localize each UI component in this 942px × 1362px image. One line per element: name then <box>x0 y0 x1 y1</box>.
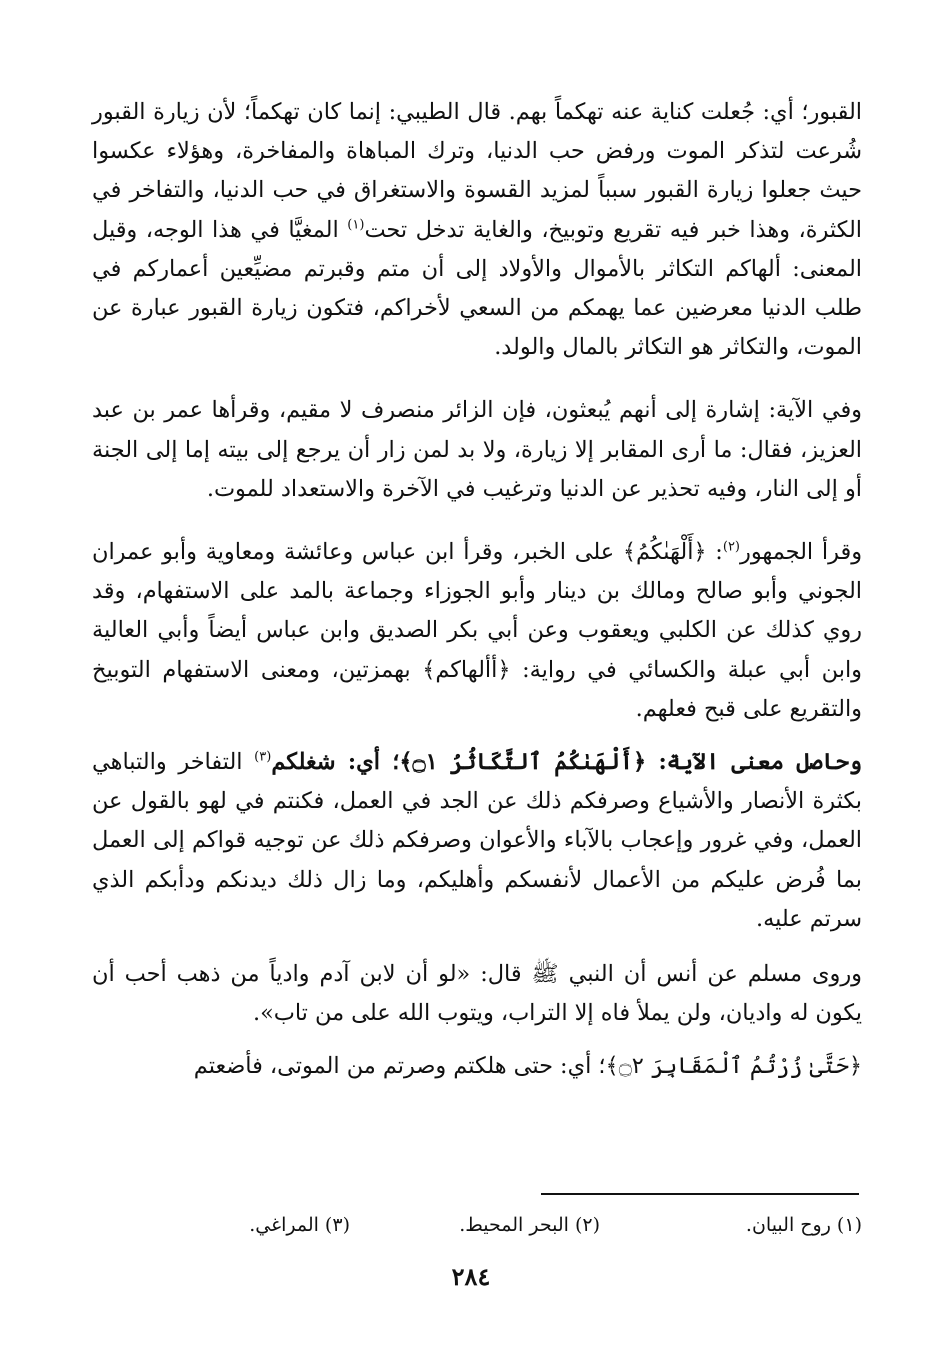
footnote-3: (٣) المراغي. <box>249 1214 350 1236</box>
footnote-ref-2: (٢) <box>722 539 740 555</box>
paragraph-4-lead: وحاصل معنى الآية: <box>658 749 862 776</box>
paragraph-4 <box>92 743 862 939</box>
paragraph-1-text-end: المغيَّا في هذا الوجه، وقيل المعنى: ألهاكم التكاثر بالأموال والأولاد إلى أن متم وقبرتم مضيِّعين أعماركم في طلب الدنيا معرضين عما يهمكم من السعي لأخراكم، فتكون زيارة القبور عبارة عن الموت، والتكاثر هو التكاثر بالمال والولد. <box>92 216 862 361</box>
paragraph-3-text: : ﴿أَلْهَىٰكُمُ﴾ على الخبر، وقرأ ابن عباس وعائشة ومعاوية وأبو عمران الجوني وأبو صالح ومالك بن دينار وأبو الجوزاء وجماعة بالمد على الاستفهام، وقد روي كذلك عن الكلبي ويعقوب وعن أبي بكر الصديق وابن عباس أيضاً وأبي العالية وابن أبي عبلة والكسائي في رواية: ﴿أألهاكم﴾ بهمزتين، ومعنى الاستفهام التوبيخ والتقريع على قبح فعلهم. <box>92 539 862 722</box>
footnote-2: (٢) البحر المحيط. <box>459 1214 600 1236</box>
paragraph-4-verse: ﴿أَلْهَىٰكُمُ ٱلتَّكَاثُرُ ۝١﴾؛ أي: شغلكم <box>271 749 659 776</box>
page-body <box>92 93 862 1087</box>
paragraph-1-text: القبور؛ أي: جُعلت كناية عنه تهكماً بهم. قال الطيبي: إنما كان تهكماً؛ لأن زيارة القبور شُرعت لتذكر الموت ورفض حب الدنيا، وترك المباهاة والمفاخرة، وهؤلاء عكسوا حيث جعلوا زيارة القبور سبباً لمزيد القسوة والاستغراق في حب الدنيا، والتفاخر في الكثرة، وهذا خبر فيه تقريع وتوبيخ، والغاية تدخل تحت <box>92 99 863 243</box>
paragraph-3-start: وقرأ الجمهور <box>740 539 863 566</box>
paragraph-3 <box>92 533 862 729</box>
footnote-ref-1: (١) <box>347 217 365 233</box>
paragraph-1 <box>92 93 862 367</box>
paragraph-4-text: التفاخر والتباهي بكثرة الأنصار والأشياع وصرفكم ذلك عن الجد في العمل، فكنتم في لهو بالقول عن العمل، وفي غرور وإعجاب بالآباء والأعوان وصرفكم ذلك عن توجيه قواكم إلى العمل بما فُرض عليكم من الأعمال لأنفسكم وأهليكم، وما زال ذلك ديدنكم ودأبكم الذي سرتم عليه. <box>92 749 862 932</box>
footnote-1: (١) روح البيان. <box>745 1214 862 1236</box>
paragraph-2: وفي الآية: إشارة إلى أنهم يُبعثون، فإن الزائر منصرف لا مقيم، وقرأها عمر بن عبد العزيز، فقال: ما أرى المقابر إلا زيارة، ولا بد لمن زار أن يرجع إلى بيته إما إلى الجنة أو إلى النار، وفيه تحذير عن الدنيا وترغيب في الآخرة والاستعداد للموت. <box>92 397 862 502</box>
footnote-ref-3: (٣) <box>254 749 272 765</box>
footnotes <box>150 1208 862 1242</box>
footnote-divider <box>541 1193 859 1195</box>
page-number: ٢٨٤ <box>451 1262 491 1291</box>
paragraph-5: وروى مسلم عن أنس أن النبي ﷺ قال: «لو أن لابن آدم وادياً من ذهب أحب أن يكون له واديان، ولن يملأ فاه إلا التراب، ويتوب الله على من تاب». <box>92 961 862 1027</box>
paragraph-6: ﴿حَتَّىٰ زُرْتُمُ ٱلْمَقَابِرَ ۝٢﴾؛ أي: حتى هلكتم وصرتم من الموتى، فأضعتم <box>193 1053 862 1080</box>
